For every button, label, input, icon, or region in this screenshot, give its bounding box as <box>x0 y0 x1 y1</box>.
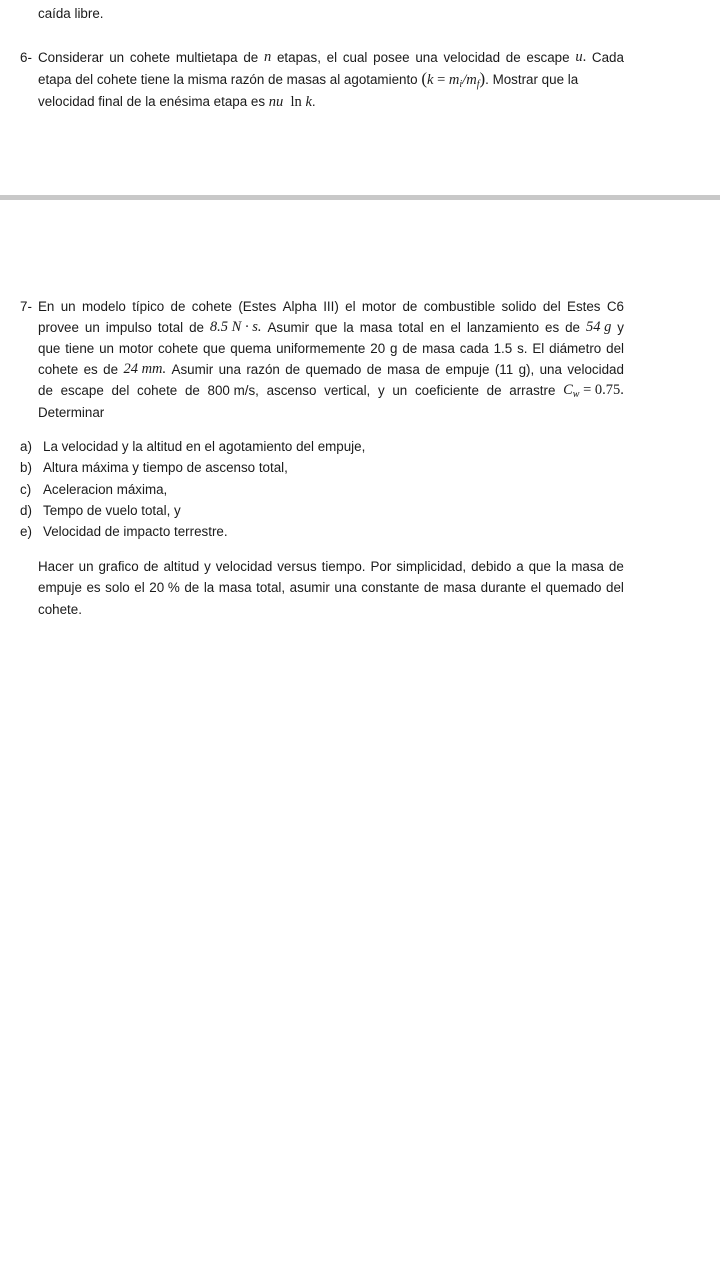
word: cohete <box>129 50 171 65</box>
word: cohete <box>191 299 232 314</box>
word: 54 g <box>585 319 612 335</box>
word: que <box>315 320 338 335</box>
previous-problem-tail: caída libre. <box>38 6 104 21</box>
word: total <box>157 320 184 335</box>
word: escape <box>60 383 104 398</box>
word: de <box>565 320 581 335</box>
item-text: Altura máxima y tiempo de ascenso total, <box>43 460 288 475</box>
problem-6-line-2-text: etapa del cohete tiene la misma razón de masas al agotamiento <box>38 72 418 87</box>
problem-7-line-6: Determinar <box>38 405 105 420</box>
word: masa <box>218 580 252 595</box>
word: escape <box>526 50 570 65</box>
word: tiempo. <box>321 559 366 574</box>
word: de <box>402 341 418 356</box>
item-marker: a) <box>20 439 32 454</box>
word: versus <box>277 559 317 574</box>
word: un <box>78 559 94 574</box>
word: Estes <box>567 299 601 314</box>
word: 800 m/s, <box>207 383 259 398</box>
word: coeficiente <box>414 383 479 398</box>
word: empuje <box>445 362 490 377</box>
page-divider <box>0 195 720 200</box>
word: una <box>334 580 357 595</box>
word: Cada <box>591 50 624 65</box>
word: lanzamiento <box>466 320 540 335</box>
word: vertical, <box>324 383 371 398</box>
word: simplicidad, <box>396 559 467 574</box>
item-marker: b) <box>20 460 32 475</box>
word: Por <box>370 559 392 574</box>
word: que <box>203 341 226 356</box>
item-text: Velocidad de impacto terrestre. <box>43 524 228 539</box>
word: del <box>606 341 624 356</box>
word: g <box>390 341 398 356</box>
problem-6-line-3-text: velocidad final de la enésima etapa es <box>38 94 266 109</box>
word: la <box>343 320 354 335</box>
word: una <box>415 50 438 65</box>
item-marker: c) <box>20 482 32 497</box>
word: u. <box>575 49 587 65</box>
word: (11 <box>494 362 514 377</box>
problem-6-line-2-tail: . Mostrar que la <box>485 72 579 87</box>
note-line-2 <box>38 577 624 598</box>
word: g), <box>518 362 535 377</box>
word: masa <box>359 320 393 335</box>
word: y <box>377 383 385 398</box>
word: de <box>38 383 53 398</box>
word: de <box>425 362 441 377</box>
word: total <box>398 320 424 335</box>
problem-6-number: 6- <box>20 50 32 65</box>
word: total, <box>256 580 286 595</box>
problem-7-line-1 <box>38 296 624 317</box>
problem-7-line-5 <box>38 380 624 405</box>
word: el <box>326 50 338 65</box>
word: es <box>86 580 101 595</box>
word: Asumir <box>171 362 214 377</box>
word: que <box>528 559 551 574</box>
problem-7-number: 7- <box>20 299 32 314</box>
word: el <box>530 580 542 595</box>
problem-6-line-3-tail: . <box>311 94 316 109</box>
word: de <box>505 50 521 65</box>
word: quemado <box>545 580 602 595</box>
word: la <box>203 580 215 595</box>
word: cohete <box>38 362 79 377</box>
word: cada <box>459 341 489 356</box>
word: y <box>204 559 211 574</box>
word: del <box>111 383 130 398</box>
word: $C_w = 0.75$. <box>563 382 624 400</box>
item-marker: e) <box>20 524 32 539</box>
word: durante <box>480 580 527 595</box>
word: del <box>542 299 561 314</box>
word: de <box>170 299 186 314</box>
word: quemado <box>305 362 362 377</box>
word: Hacer <box>38 559 74 574</box>
word: solo <box>105 580 130 595</box>
word: multietapa <box>175 50 238 65</box>
problem-7-line-3 <box>38 338 624 359</box>
word: modelo <box>81 299 126 314</box>
word: 24 mm. <box>123 361 167 377</box>
word: ascenso <box>266 383 317 398</box>
word: masa <box>571 559 604 574</box>
word: un <box>392 383 408 398</box>
item-text: La velocidad y la altitud en el agotamiento del empuje, <box>43 439 366 454</box>
item-text: Aceleracion máxima, <box>43 482 168 497</box>
item-text: Tempo de vuelo total, y <box>43 503 181 518</box>
problem-7-line-2 <box>38 317 624 338</box>
problem-6-line-3 <box>38 91 316 113</box>
word: de <box>285 362 301 377</box>
word: y <box>617 320 624 335</box>
word: de <box>184 383 200 398</box>
word: grafico <box>98 559 139 574</box>
word: En <box>38 299 55 314</box>
mass-ratio-formula: $(k = m_i/m_f)$ <box>421 69 486 90</box>
word: de <box>366 362 382 377</box>
word: masa <box>443 580 477 595</box>
word: motor <box>118 341 154 356</box>
word: cohete <box>157 341 199 356</box>
word: etapas, <box>276 50 321 65</box>
word: Alpha <box>282 299 317 314</box>
word: solido <box>501 299 537 314</box>
word: El <box>532 341 545 356</box>
word: 1.5 <box>493 341 513 356</box>
word: Asumir <box>267 320 310 335</box>
word: masa <box>387 362 420 377</box>
word: 8.5 N · s. <box>209 319 262 335</box>
word: s. <box>517 341 528 356</box>
word: la <box>555 559 567 574</box>
word: altitud <box>163 559 200 574</box>
word: motor <box>361 299 397 314</box>
word: posee <box>373 50 410 65</box>
final-velocity-formula: nu ln k <box>268 94 312 110</box>
word: de <box>103 362 119 377</box>
word: debido <box>471 559 512 574</box>
word: empuje <box>38 580 82 595</box>
word: C6 <box>606 299 624 314</box>
word: de <box>486 383 502 398</box>
word: n <box>264 49 272 65</box>
note-line-3: cohete. <box>38 602 82 617</box>
word: constante <box>361 580 420 595</box>
word: velocidad <box>567 362 624 377</box>
word: de <box>423 580 439 595</box>
word: una <box>218 362 241 377</box>
word: de <box>608 559 624 574</box>
word: velocidad <box>215 559 273 574</box>
word: masa <box>422 341 455 356</box>
word: del <box>606 580 624 595</box>
note-line-1 <box>38 556 624 577</box>
word: cohete <box>137 383 178 398</box>
word: que <box>38 341 61 356</box>
word: combustible <box>423 299 496 314</box>
word: 20 % <box>149 580 180 595</box>
word: (Estes <box>238 299 277 314</box>
word: uniformemente <box>276 341 366 356</box>
word: un <box>109 50 125 65</box>
word: provee <box>38 320 79 335</box>
word: velocidad <box>443 50 501 65</box>
word: un <box>84 320 100 335</box>
word: arrastre <box>509 383 556 398</box>
word: diámetro <box>549 341 602 356</box>
word: típico <box>132 299 165 314</box>
item-marker: d) <box>20 503 32 518</box>
word: asumir <box>289 580 330 595</box>
problem-7-line-4 <box>38 359 624 380</box>
word: cual <box>342 50 368 65</box>
word: III) <box>323 299 339 314</box>
word: en <box>429 320 445 335</box>
word: de <box>189 320 204 335</box>
word: es <box>545 320 560 335</box>
word: quema <box>230 341 272 356</box>
word: un <box>60 299 76 314</box>
word: a <box>516 559 524 574</box>
word: el <box>345 299 356 314</box>
word: tiene <box>65 341 95 356</box>
word: un <box>99 341 115 356</box>
word: de <box>402 299 418 314</box>
word: razón <box>246 362 280 377</box>
word: de <box>143 559 159 574</box>
problem-6-line-1 <box>38 47 624 68</box>
word: es <box>83 362 98 377</box>
word: de <box>184 580 200 595</box>
word: impulso <box>105 320 152 335</box>
word: Considerar <box>38 50 104 65</box>
word: 20 <box>370 341 386 356</box>
word: una <box>539 362 562 377</box>
word: el <box>450 320 461 335</box>
word: el <box>134 580 145 595</box>
word: de <box>243 50 259 65</box>
